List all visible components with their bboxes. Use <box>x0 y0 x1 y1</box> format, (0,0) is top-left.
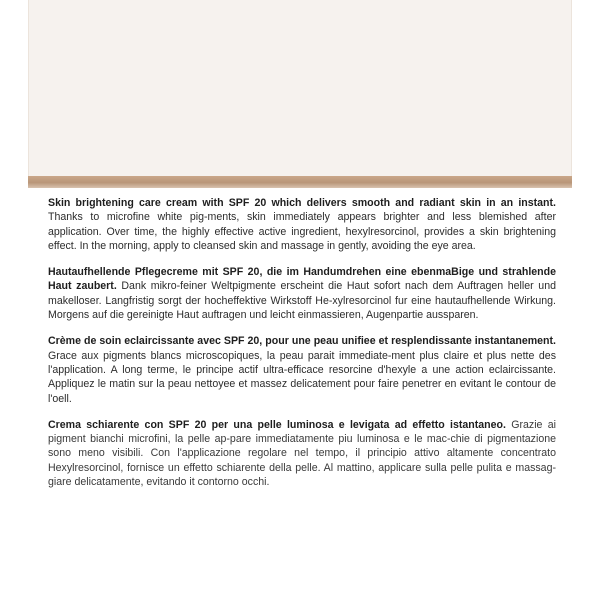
paragraph-german-lead: Hautaufhellende Pflegecreme mit SPF 20, die im Handumdrehen eine ebenmaBige und strahlende Haut zaubert. <box>48 266 556 293</box>
divider-band <box>28 176 572 188</box>
description-text-area <box>48 196 556 501</box>
paragraph-english-body: Thanks to microfine white pig-ments, skin immediately appears brighter and less blemished after application. Over time, the highly effective active ingredient, hexylresorcinol, provides a skin brightening effect. In the morning, apply to cleansed skin and massage in gently, avoiding the eye area. <box>48 211 556 252</box>
paragraph-french-body: Grace aux pigments blancs microscopiques, la peau parait immediate-ment plus claire et plus nette des l'application. A long terme, le principe actif ultra-efficace resorcine d'hexyle a une action eclaircissante. Appliquez le matin sur la peau nettoyee et massez delicatement pour faire penetrer en evitant le contour de l'oell. <box>48 349 556 405</box>
paragraph-italian-body: Grazie ai pigment bianchi microfini, la pelle ap-pare immediatamente piu luminosa e le mac-chie di pigmentazione sono meno visibili. Con l'applicazione regolare nel tempo, il principio attivo altamente concentrato Hexylresorcinol, fornisce un effetto schiarente della pelle. Al mattino, applicare sulla pelle pulita e massag-giare delicatamente, evitando it contorno occhi. <box>48 418 556 489</box>
paragraph-italian-lead: Crema schiarente con SPF 20 per una pelle luminosa e levigata ad effetto istantaneo. <box>48 418 506 431</box>
paragraph-english <box>48 196 556 253</box>
paragraph-english-lead: Skin brightening care cream with SPF 20 which delivers smooth and radiant skin in an instant. <box>48 197 556 209</box>
paragraph-french <box>48 334 556 405</box>
paragraph-french-lead: Crème de soin eclaircissante avec SPF 20, pour une peau unifiee et resplendissante instantanement. <box>48 335 556 348</box>
paragraph-german-body: Dank mikro-feiner Weltpigmente erscheint die Haut sofort nach dem Auftragen heller und makelloser. Langfristig sorgt der hocheffektive Wirkstoff He-xylresorcinol fur eine hautaufhellende Wirkung. Morgens auf die gereinigte Haut auftragen und leicht einmassieren, Augenpartie aussparen. <box>48 280 556 322</box>
product-top-panel <box>28 0 572 176</box>
paragraph-german <box>48 265 556 322</box>
paragraph-italian <box>48 418 556 489</box>
